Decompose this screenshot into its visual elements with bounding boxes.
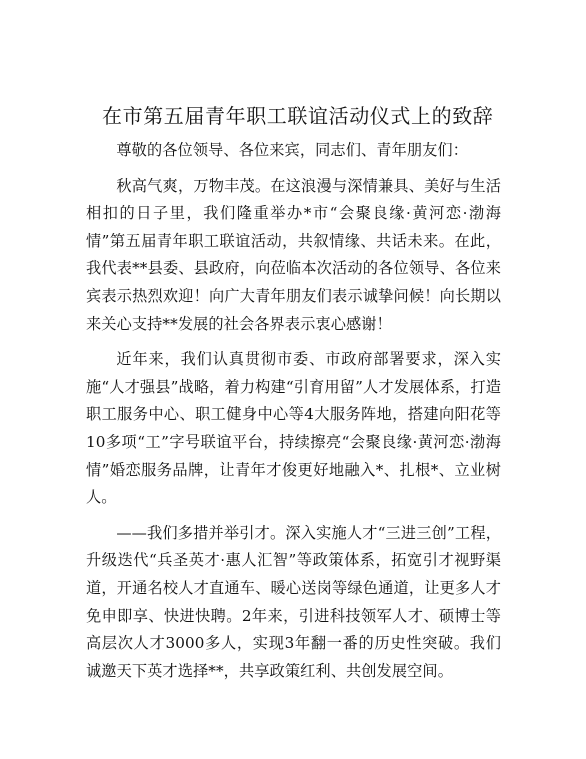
paragraph-achievements: 近年来，我们认真贯彻市委、市政府部署要求，深入实施“人才强县”战略，着力构建“引育用留”人才发展体系，打造职工服务中心、职工健身中心等4大服务阵地，搭建向阳花等10多项“工”字号联谊平台，持续擦亮“会聚良缘·黄河恋·渤海情”婚恋服务品牌，让青年才俊更好地融入*、扎根*、立业树人。 [86,350,501,507]
greeting-line: 尊敬的各位领导、各位来宾，同志们、青年朋友们： [116,141,469,159]
document-title: 在市第五届青年职工联谊活动仪式上的致辞 [102,104,494,128]
paragraph-opening: 秋高气爽，万物丰茂。在这浪漫与深情兼具、美好与生活相扣的日子里，我们隆重举办*市“会聚良缘·黄河恋·渤海情”第五届青年职工联谊活动，共叙情缘、共话未来。在此，我代表**县委、县政府，向莅临本次活动的各位领导、各位来宾表示热烈欢迎！向广大青年朋友们表示诚挚问候！向长期以来关心支持**发展的社会各界表示衷心感谢！ [86,176,501,333]
paragraph-talent: ——我们多措并举引才。深入实施人才“三进三创”工程，升级迭代“兵圣英才·惠人汇智”等政策体系，拓宽引才视野渠道，开通名校人才直通车、暖心送岗等绿色通道，让更多人才免申即享、快进快聘。2年来，引进科技领军人才、硕博士等高层次人才3000多人，实现3年翻一番的历史性突破。我们诚邀天下英才选择**，共享政策红利、共创发展空间。 [86,523,501,680]
document-page [86,100,501,685]
